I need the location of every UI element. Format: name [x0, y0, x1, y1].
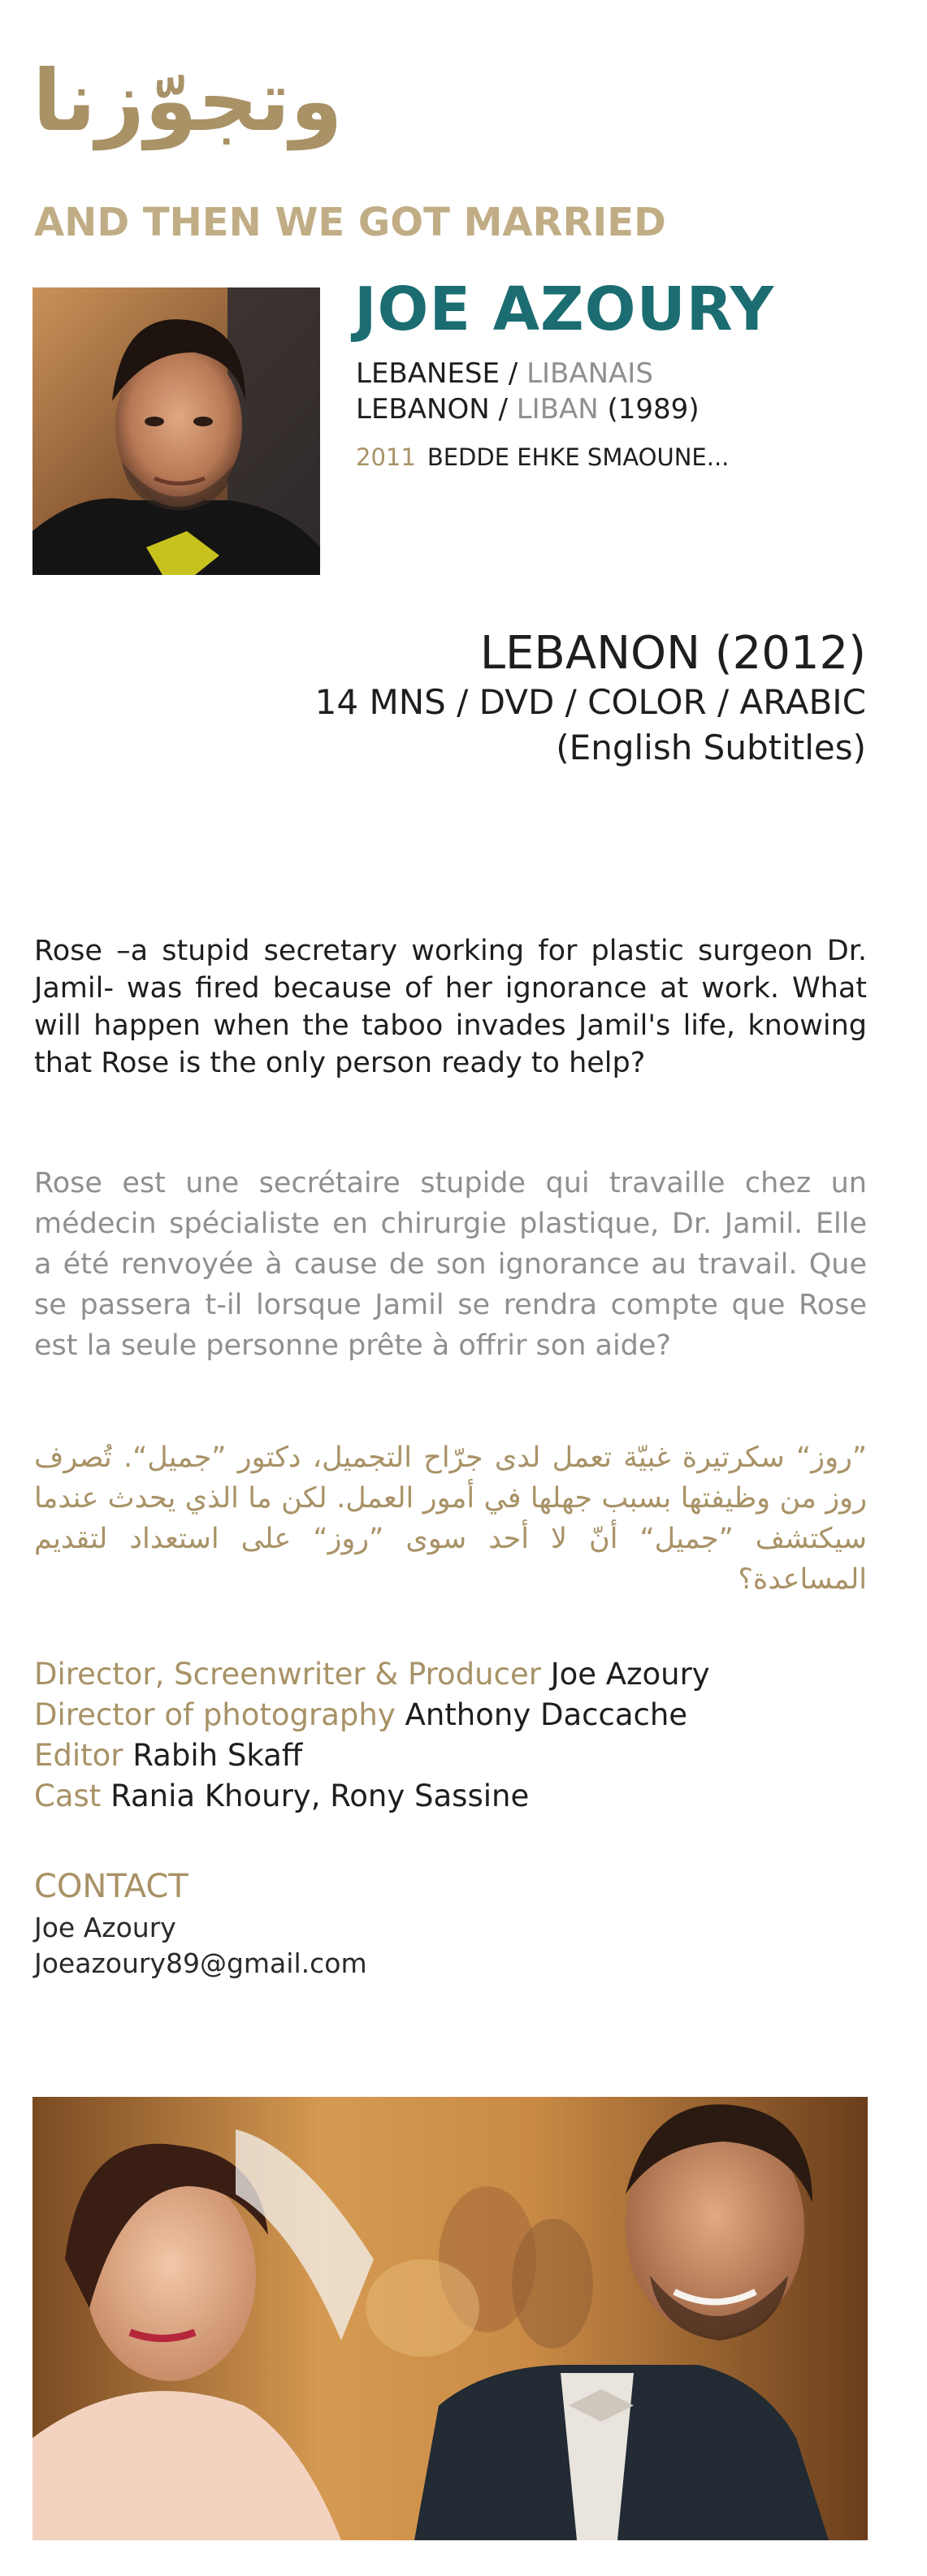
credit-role: Director, Screenwriter & Producer — [34, 1657, 541, 1692]
credit-line — [34, 1697, 687, 1732]
credit-role: Director of photography — [34, 1697, 396, 1732]
origin-fr: LIBAN — [516, 393, 599, 426]
credit-role: Cast — [34, 1779, 102, 1813]
credit-person: Anthony Daccache — [405, 1697, 688, 1732]
film-specs: 14 MNS / DVD / COLOR / ARABIC — [314, 682, 866, 722]
synopsis-arabic: ”روز“ سكرتيرة غبيّة تعمل لدى جرّاح التجميل، دكتور ”جميل“. تُصرف روز من وظيفتها بسبب جهلها في أمور العمل. لكن ما الذي يحدث عندما سيكتشف ”جميل“ أنّ لا أحد سوى ”روز“ على استعداد لتقديم المساعدة؟ — [34, 1441, 867, 1596]
credit-person: Joe Azoury — [550, 1657, 710, 1692]
nationality-en: LEBANESE / — [356, 357, 527, 390]
credit-line — [34, 1657, 710, 1692]
director-name: JOE AZOURY — [354, 274, 775, 344]
country-year: LEBANON (2012) — [479, 627, 866, 680]
film-title-english: AND THEN WE GOT MARRIED — [34, 200, 666, 245]
director-origin — [356, 393, 700, 426]
film-title-arabic: وتجوّزنا — [32, 51, 343, 150]
credit-person: Rabih Skaff — [132, 1738, 303, 1773]
filmography-item — [356, 443, 729, 471]
credit-line — [34, 1738, 302, 1773]
synopsis-french: Rose est une secrétaire stupide qui travaille chez un médecin spécialiste en chirurgie plastique, Dr. Jamil. Elle a été renvoyée à cause de son ignorance au travail. Que se passera t-il lorsque Jamil se rendra compte que Rose est la seule personne prête à offrir son aide? — [34, 1167, 867, 1362]
film-subtitles: (English Subtitles) — [556, 728, 866, 767]
director-nationality — [356, 357, 653, 390]
director-portrait — [32, 287, 320, 575]
filmography-title: BEDDE EHKE SMAOUNE... — [427, 443, 730, 471]
film-still-photo — [32, 2097, 868, 2540]
filmography-year: 2011 — [356, 443, 416, 471]
contact-email[interactable]: Joeazoury89@gmail.com — [34, 1947, 367, 1979]
origin-en: LEBANON / — [356, 393, 517, 426]
credit-role: Editor — [34, 1738, 123, 1773]
credit-line — [34, 1779, 529, 1813]
credit-person: Rania Khoury, Rony Sassine — [110, 1779, 530, 1813]
contact-heading: CONTACT — [34, 1868, 188, 1905]
nationality-fr: LIBANAIS — [526, 357, 653, 390]
synopsis-english: Rose –a stupid secretary working for plastic surgeon Dr. Jamil- was fired because of her ignorance at work. What will happen when the taboo invades Jamil's life, knowing that Rose is the only person ready to help? — [34, 935, 867, 1079]
birth-year: (1989) — [598, 393, 700, 426]
contact-name: Joe Azoury — [34, 1912, 176, 1943]
